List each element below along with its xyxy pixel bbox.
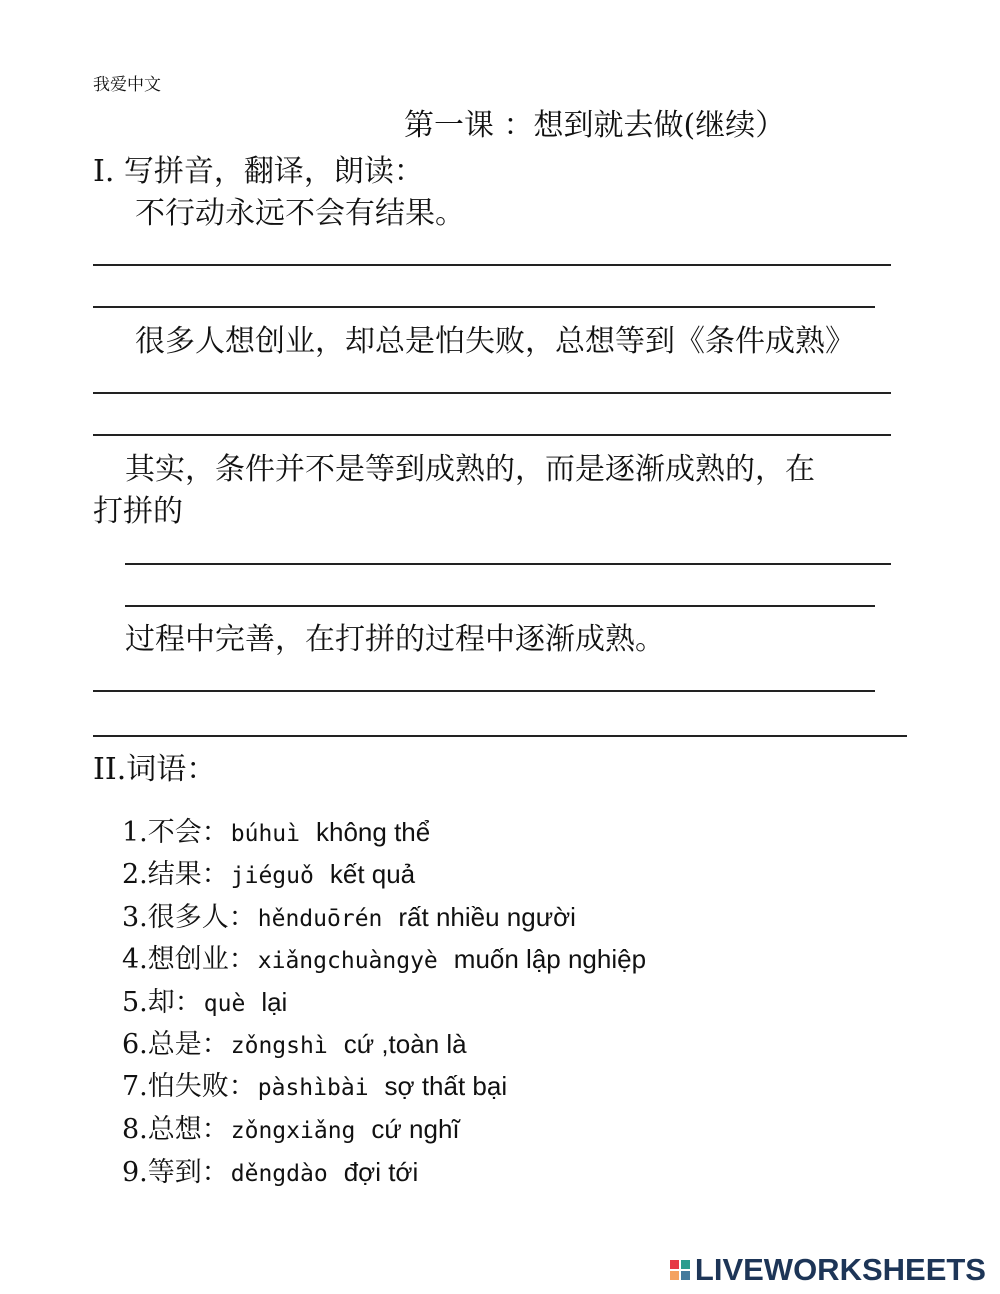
vocab-item: 9.等到：děngdào đợi tới (122, 1157, 419, 1188)
answer-line[interactable] (93, 690, 875, 692)
answer-line[interactable] (125, 605, 875, 607)
answer-line[interactable] (93, 264, 891, 266)
lesson-title: 第一课 ：想到就去做(继续） (404, 108, 786, 143)
sentence-3: 其实，条件并不是等到成熟的，而是逐渐成熟的，在 (125, 452, 815, 487)
brand-text: LIVEWORKSHEETS (694, 1252, 986, 1287)
vocab-item: 2.结果：jiéguǒ kết quả (122, 859, 416, 890)
vocab-item: 6.总是：zǒngshì cứ ,toàn là (122, 1029, 467, 1060)
sentence-3-continued: 打拼的 (93, 494, 183, 529)
vocab-item: 4.想创业：xiǎngchuàngyè muốn lập nghiệp (122, 944, 647, 975)
sentence-1: 不行动永远不会有结果。 (135, 196, 465, 231)
answer-line[interactable] (93, 434, 891, 436)
sentence-2: 很多人想创业，却总是怕失败，总想等到《条件成熟》 (135, 324, 855, 359)
liveworksheets-brand[interactable] (670, 1252, 986, 1288)
section-2-title: II.词语： (93, 752, 217, 787)
vocab-item: 3.很多人：hěnduōrén rất nhiều người (122, 902, 576, 933)
sentence-4: 过程中完善，在打拼的过程中逐渐成熟。 (125, 622, 665, 657)
liveworksheets-logo-icon (670, 1260, 690, 1280)
answer-line[interactable] (125, 563, 891, 565)
vocab-item: 5.却：què lại (122, 987, 288, 1018)
answer-line[interactable] (93, 392, 891, 394)
course-header: 我爱中文 (93, 75, 161, 95)
section-1-title: I. 写拼音，翻译，朗读： (93, 154, 424, 189)
answer-line[interactable] (93, 735, 907, 737)
vocab-item: 8.总想：zǒngxiǎng cứ nghĩ (122, 1114, 460, 1145)
vocab-item: 1.不会：búhuì không thể (122, 817, 431, 848)
answer-line[interactable] (93, 306, 875, 308)
vocab-item: 7.怕失败：pàshìbài sợ thất bại (122, 1071, 508, 1102)
